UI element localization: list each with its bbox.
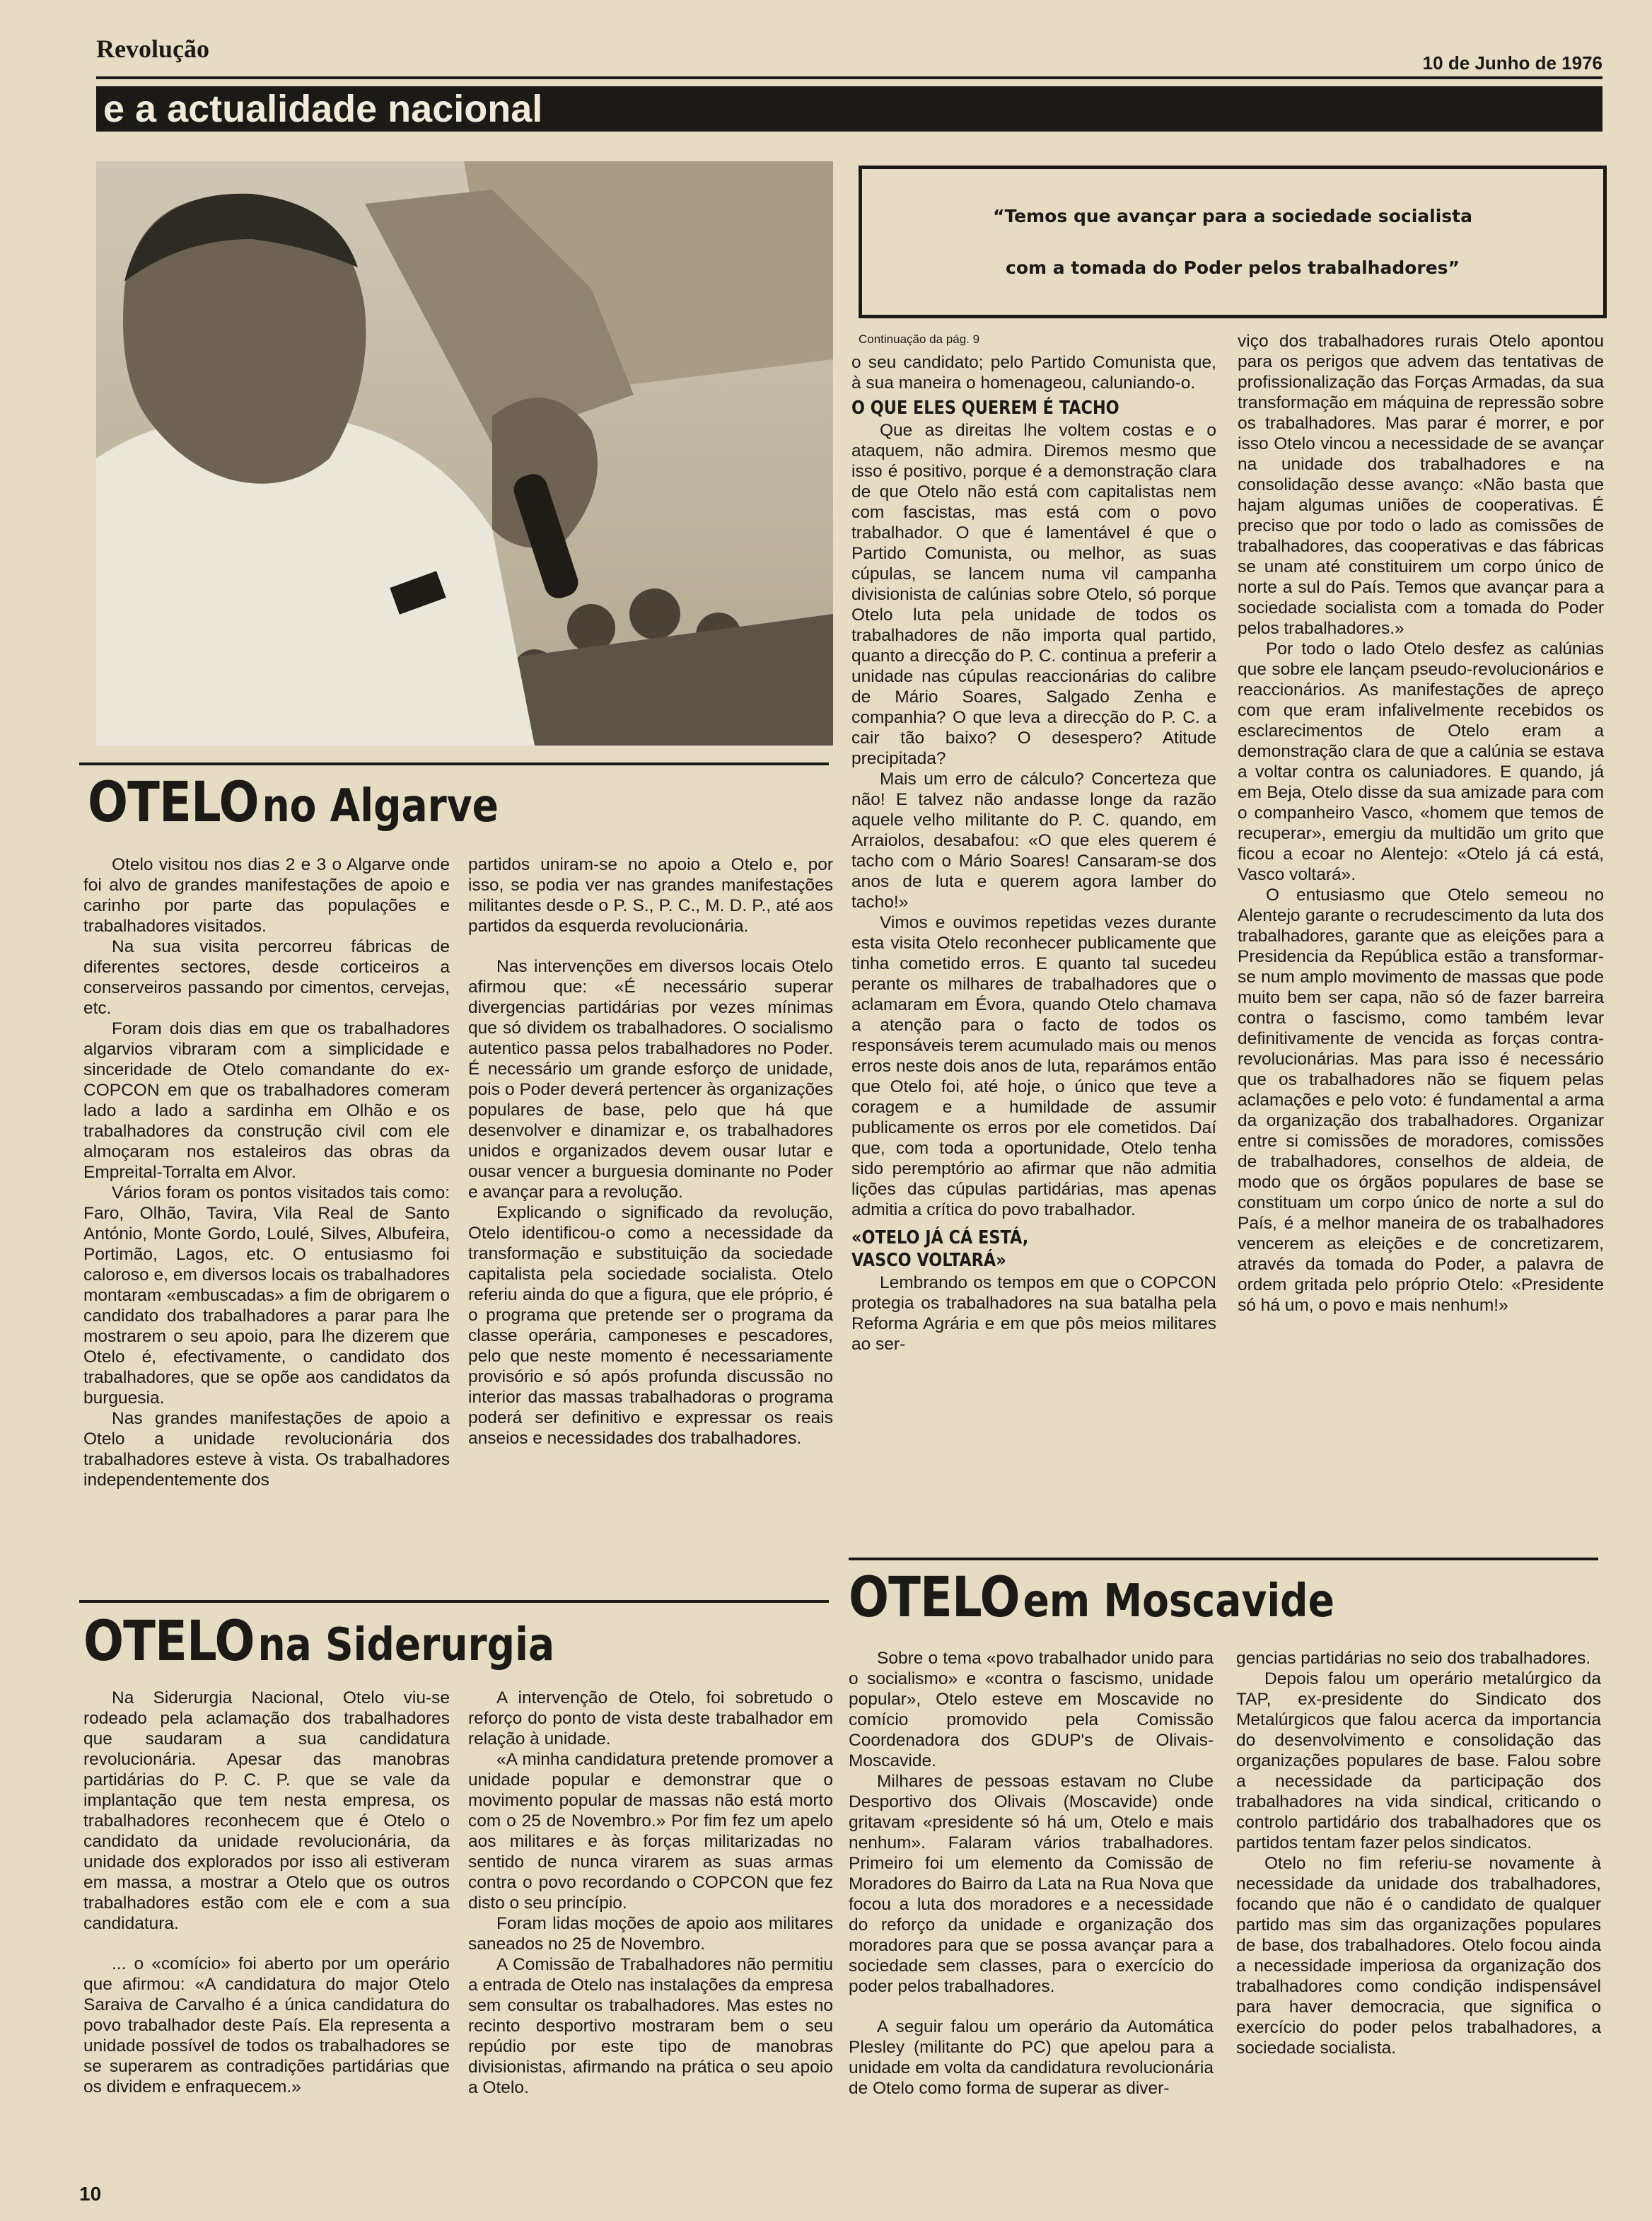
siderurgia-column-2	[468, 1688, 833, 2098]
paragraph: Sobre o tema «povo trabalhador unido para o socialismo» e «contra o fascismo, unidade popular», Otelo esteve em Moscavide no comício promovido pela Comissão Coordenadora dos GDUP's de Olivais-Moscavide.	[849, 1649, 1214, 1770]
paragraph: Otelo visitou nos dias 2 e 3 o Algarve onde foi alvo de grandes manifestações de apoio e carinho por parte das populações e trabalhadores visitados.	[83, 855, 450, 936]
headline-moscavide-place: em Moscavide	[1023, 1575, 1334, 1628]
subhead-tacho: O QUE ELES QUEREM É TACHO	[851, 398, 1119, 419]
paragraph: A intervenção de Otelo, foi sobretudo o reforço do ponto de vista deste trabalhador em relação à unidade.	[468, 1688, 833, 1749]
headline-moscavide-name: OTELO	[849, 1566, 1020, 1630]
paragraph: Mais um erro de cálculo? Concerteza que não! E talvez não andasse longe da razão aquele velho militante do P. C. quando, em Arraiolos, desabafou: «O que eles querem é tacho com o Mário Soares! Cansaram-se dos anos de luta e querem agora lamber do tacho!»	[851, 770, 1216, 912]
paragraph: Na sua visita percorreu fábricas de diferentes sectores, desde corticeiros a conserveiros passando por cimentos, cervejas, etc.	[83, 937, 450, 1018]
paragraph: partidos uniram-se no apoio a Otelo e, por isso, se podia ver nas grandes manifestações militantes desde o P. S., P. C., M. D. P., até aos partidos da esquerda revolucionária.	[468, 855, 833, 936]
paragraph: Vários foram os pontos visitados tais como: Faro, Olhão, Tavira, Vila Real de Santo António, Monte Gordo, Loulé, Silves, Albufeira, Portimão, Lagos, etc. O entusiasmo foi caloroso e, em diversos locais os trabalhadores montaram «embuscadas» a fim de obrigarem o candidato dos trabalhadores a parar para lhe mostrarem o seu apoio, para lhe dizerem que Otelo é, efectivamente, o candidato dos trabalhadores, que se opõe aos candidatos da burguesia.	[83, 1183, 450, 1408]
paragraph: Otelo no fim referiu-se novamente à necessidade da unidade dos trabalhadores, focando que não é o candidato de qualquer partido mas sim das organizações populares de base, dos trabalhadores. Otelo focou ainda a necessidade imperiosa da organização dos trabalhadores como condição indispensável para haver democracia, que significa o exercício do poder pelos trabalhadores, a sociedade socialista.	[1236, 1854, 1601, 2058]
pull-quote	[859, 166, 1607, 318]
photo-speaker	[96, 161, 833, 746]
pull-quote-line-2: com a tomada do Poder pelos trabalhadores”	[1006, 257, 1460, 278]
rule-algarve	[79, 762, 829, 765]
paragraph: «A minha candidatura pretende promover a unidade popular e demonstrar que o movimento popular de massas não está morto com o 25 de Novembro.» Por fim fez um apelo aos militares e às forças militarizadas no sentido de nunca virarem as suas armas contra o povo recordando o COPCON que fez disto o seu princípio.	[468, 1750, 833, 1913]
paragraph: viço dos trabalhadores rurais Otelo apontou para os perigos que advem das tentativas de profissionalização das Forças Armadas, da sua transformação em máquina de repressão sobre os trabalhadores. Mas parar é morrer, e por isso Otelo vincou a necessidade de se avançar na unidade dos trabalhadores e na consolidação desse avanço: «Não basta que hajam algumas uniões de cooperativas. É preciso que por todo o lado as comissões de trabalhadores, das cooperativas e das fábricas se unam até constituirem um corpo único de norte a sul do País. Temos que avançar para a sociedade socialista com a tomada do Poder pelos trabalhadores.»	[1238, 332, 1604, 638]
paragraph: Milhares de pessoas estavam no Clube Desportivo dos Olivais (Moscavide) onde gritavam «presidente só há um, Otelo e mais nenhum». Falaram vários trabalhadores. Primeiro foi um elemento da Comissão de Moradores do Bairro da Lata na Rua Nova que focou a luta dos moradores e a necessidade do reforço da unidade e organização dos moradores para que se possa avançar para a sociedade sem classes, para o exercício do poder pelos trabalhadores.	[849, 1772, 1214, 1996]
headline-algarve	[88, 771, 499, 835]
headline-algarve-place: no Algarve	[262, 780, 499, 833]
paragraph: Vimos e ouvimos repetidas vezes durante esta visita Otelo reconhecer publicamente que tinha cometido erros. E quanto tal sucedeu perante os milhares de trabalhadores que o aclamaram em Évora, quando Otelo chamava a atenção para o facto de todos os responsáveis terem acumulado mais ou menos erros neste dois anos de luta, reparámos então que Otelo foi, até hoje, o único que teve a coragem e a humildade de assumir publicamente os erros por ele cometidos. Daí que, com toda a oportunidade, Otelo tenha sido peremptório ao afirmar que não admitia lições das cúpulas partidárias, mas apenas admitia a crítica do povo trabalhador.	[851, 913, 1216, 1219]
subhead-vasco-2: VASCO VOLTARÁ»	[851, 1250, 1006, 1271]
paragraph: Que as direitas lhe voltem costas e o ataquem, não admira. Diremos mesmo que isso é positivo, porque é a demonstração clara de que Otelo não está com capitalistas nem com fascistas, mas está com o povo trabalhador. O que é lamentável é que o Partido Comunista, ou melhor, as suas cúpulas, se lancem numa vil campanha divisionista de calúnias sobre Otelo, só porque Otelo luta pela unidade de todos os trabalhadores de não importa qual partido, quanto a direcção do P. C. continua a preferir a unidade nas cúpulas reaccionárias do calibre de Mário Soares, Salgado Zenha e companhia? O que leva a direcção do P. C. a cair tão baixo? O desespero? Atitude precipitada?	[851, 421, 1216, 768]
paragraph: Foram dois dias em que os trabalhadores algarvios vibraram com a simplicidade e sinceridade de Otelo comandante do ex-COPCON em que os trabalhadores comeram lado a lado a sardinha em Olhão e os trabalhadores da construção civil com ele almoçaram nos estaleiros das obras da Empreital-Torralta em Alvor.	[83, 1019, 450, 1182]
paragraph: Nas grandes manifestações de apoio a Otelo a unidade revolucionária dos trabalhadores esteve à vista. Os trabalhadores independentemente dos	[83, 1409, 450, 1490]
paragraph: A Comissão de Trabalhadores não permitiu a entrada de Otelo nas instalações da empresa sem consultar os trabalhadores. Mas estes no recinto desportivo mostraram bem o seu repúdio por este tipo de manobras divisionistas, afirmando na prática o seu apoio a Otelo.	[468, 1955, 833, 2097]
paragraph: Depois falou um operário metalúrgico da TAP, ex-presidente do Sindicato dos Metalúrgicos que falou acerca da importancia do desenvolvimento e consolidação das organizações populares de base. Falou sobre a necessidade da participação dos trabalhadores na vida sindical, criticando o controlo partidário dos trabalhadores que os partidos tentam fazer pelos sindicatos.	[1236, 1669, 1601, 1852]
top-rule	[96, 76, 1602, 79]
paragraph: Foram lidas moções de apoio aos militares saneados no 25 de Novembro.	[468, 1914, 833, 1954]
headline-algarve-name: OTELO	[88, 771, 259, 835]
page-number: 10	[79, 2183, 102, 2205]
algarve-column-2	[468, 854, 833, 1449]
issue-date: 10 de Junho de 1976	[1422, 52, 1602, 74]
algarve-column-1	[83, 854, 450, 1490]
siderurgia-column-1	[83, 1688, 450, 2097]
paragraph: O entusiasmo que Otelo semeou no Alentejo garante o recrudescimento da luta dos trabalhadores, garante que as eleições para a Presidencia da República estão a transformar-se num amplo movimento de massas que pode muito bem ser capa, não só de fazer barreira contra o fascismo, como também levar definitivamente de vencida as forças contra-revolucionárias. Mas para isso é necessário que os trabalhadores não se fiquem pelas aclamações e pelo voto: é fundamental a arma da organização dos trabalhadores. Organizar entre si comissões de moradores, comissões de trabalhadores, conselhos de aldeia, de modo que os órgãos populares de base se constituam um corpo único de norte a sul do País, é a melhor maneira de os trabalhadores vencerem as eleições e de concretizarem, através da tomada do Poder, a palavra de ordem gritada pelo próprio Otelo: «Presidente só há um, o povo e mais nenhum!»	[1238, 886, 1604, 1315]
subhead-vasco-1: «OTELO JÁ CÁ ESTÁ,	[851, 1227, 1029, 1248]
paragraph: Nas intervenções em diversos locais Otelo afirmou que: «É necessário superar divergencias partidárias por vezes mínimas que só dividem os trabalhadores. O socialismo autentico passa pelos trabalhadores no Poder. É necessário um grande esforço de unidade, pois o Poder deverá pertencer às organizações populares de base, pelo que há que desenvolver e dinamizar e, os trabalhadores unidos e organizados devem ousar lutar e ousar vencer a burguesia dominante no Poder e avançar para a revolução.	[468, 957, 833, 1202]
moscavide-column-1	[849, 1648, 1214, 2099]
paragraph: o seu candidato; pelo Partido Comunista que, à sua maneira o homenageou, caluniando-o.	[851, 353, 1216, 393]
moscavide-column-2	[1236, 1648, 1601, 2058]
continuation-column-4	[1238, 331, 1604, 1316]
headline-siderurgia	[83, 1610, 554, 1674]
paragraph: Explicando o significado da revolução, Otelo identificou-o como a necessidade da transformação e substituição da sociedade capitalista pela sociedade socialista. Otelo referiu ainda do que a figura, que ele próprio, é o programa que pretende ser o programa da classe operária, camponeses e pescadores, pelo que neste momento é necessariamente provisório e só após profunda discussão no interior das massas trabalhadoras o programa poderá ser definitivo e expressar os reais anseios e necessidades dos trabalhadores.	[468, 1203, 833, 1448]
paragraph: gencias partidárias no seio dos trabalhadores.	[1236, 1649, 1591, 1668]
rule-siderurgia	[79, 1600, 829, 1603]
paragraph: Lembrando os tempos em que o COPCON protegia os trabalhadores na sua batalha pela Reforma Agrária e em que pôs meios militares ao ser-	[851, 1273, 1216, 1354]
rule-moscavide	[849, 1558, 1598, 1560]
paragraph: Por todo o lado Otelo desfez as calúnias que sobre ele lançam pseudo-revolucionários e reaccionários. As manifestações de apreço com que eram infalivelmente recebidos os esclarecimentos de Otelo eram a demonstração clara de que a calúnia se estava a voltar contra os caluniadores. E quando, já em Beja, Otelo disse da sua amizade para com o companheiro Vasco, «homem que temos de recuperar», emergiu da multidão um grito que ficou a ecoar no Alentejo: «Otelo já cá está, Vasco voltará».	[1238, 639, 1604, 884]
headline-moscavide	[849, 1566, 1334, 1630]
continuation-note: Continuação da pág. 9	[859, 332, 980, 346]
paragraph: A seguir falou um operário da Automática Plesley (militante do PC) que apelou para a unidade em volta da candidatura revolucionária de Otelo como forma de superar as diver-	[849, 2017, 1214, 2098]
masthead: Revolução	[96, 35, 209, 63]
paragraph: Na Siderurgia Nacional, Otelo viu-se rodeado pela aclamação dos trabalhadores que saudaram a sua candidatura revolucionária. Apesar das manobras partidárias do P. C. P. que se vale da implantação que tem nesta empresa, os trabalhadores reconhecem que é Otelo o candidato da unidade revolucionária, da unidade dos explorados por isso ali estiveram em massa, a mostrar a Otelo que os outros trabalhadores estão com ele e com a sua candidatura.	[83, 1688, 450, 1933]
photo-speaker-illustration	[96, 161, 833, 746]
pull-quote-line-1: “Temos que avançar para a sociedade socialista	[993, 206, 1472, 226]
section-title: e a actualidade nacional	[96, 86, 1602, 132]
headline-siderurgia-name: OTELO	[83, 1610, 255, 1674]
continuation-column-3	[851, 352, 1216, 1355]
paragraph: ... o «comício» foi aberto por um operário que afirmou: «A candidatura do major Otelo Saraiva de Carvalho é a única candidatura do povo trabalhador deste País. Ela representa a unidade possível de todos os trabalhadores se se superarem as contradições partidárias que os dividem e enfraquecem.»	[83, 1954, 450, 2097]
headline-siderurgia-place: na Siderurgia	[257, 1619, 555, 1671]
